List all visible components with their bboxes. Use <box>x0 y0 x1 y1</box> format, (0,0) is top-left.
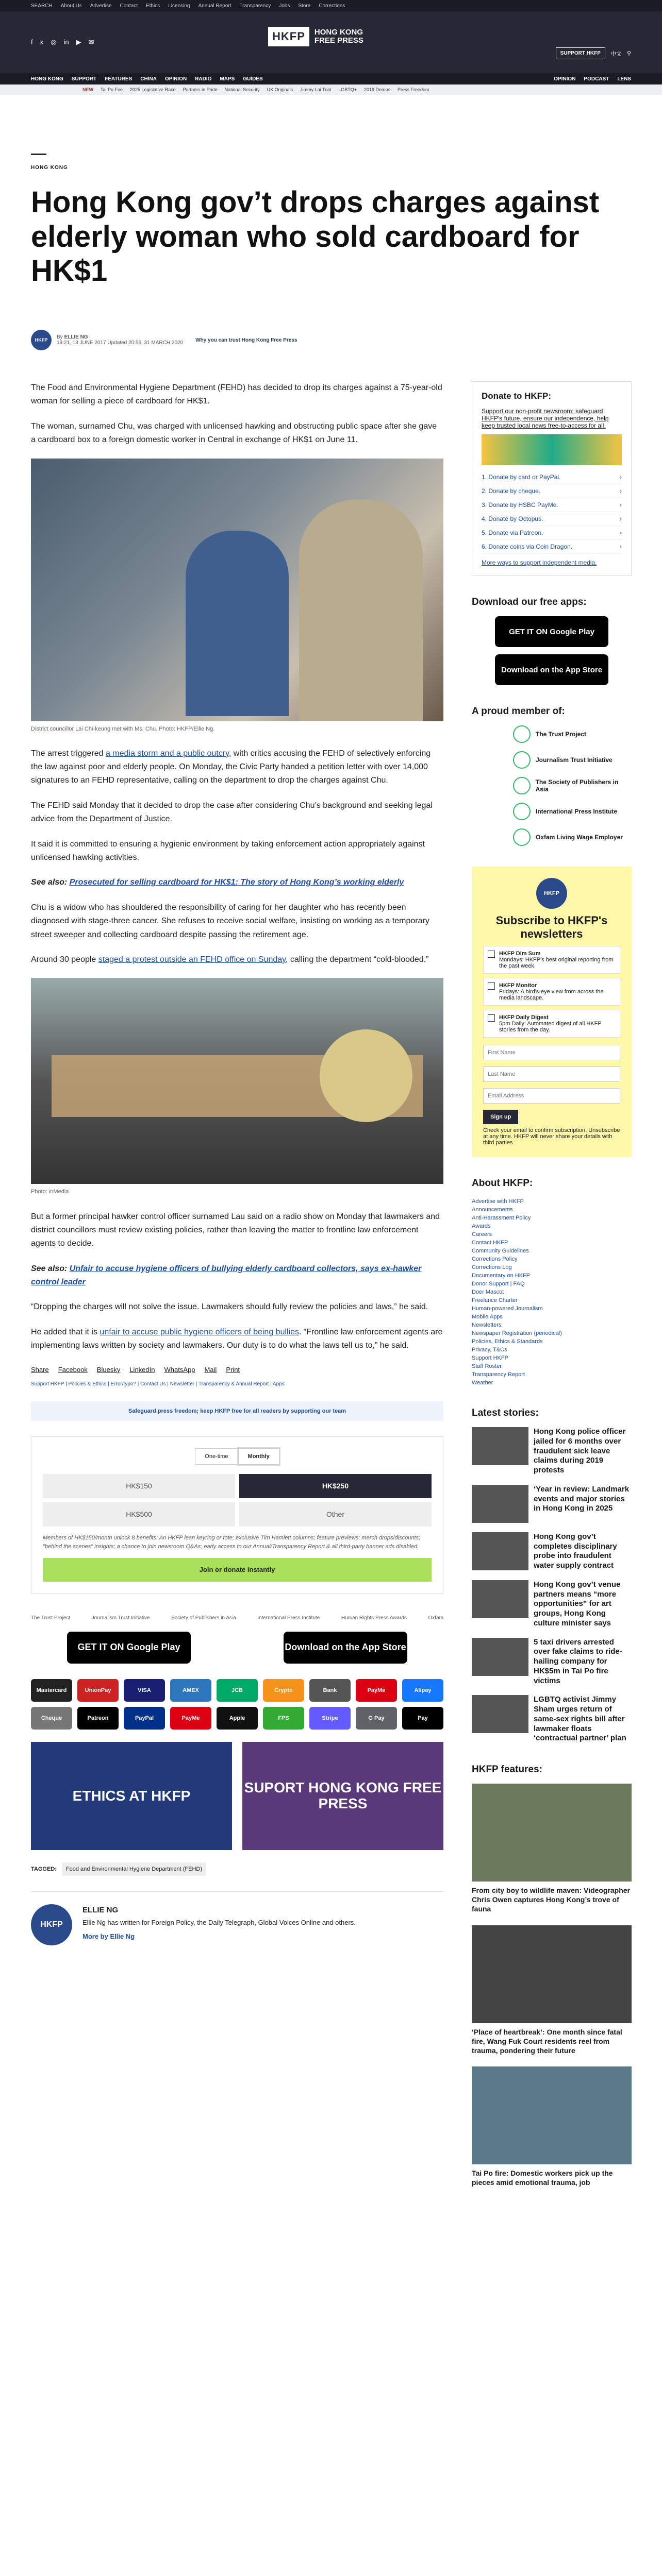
payment-logo[interactable]: PayMe <box>356 1679 397 1702</box>
paragraph: The woman, surnamed Chu, was charged with unlicensed hawking and obstructing public space after she gave a cardboard box to a foreign domestic worker in Central in exchange of HK$1 on June 11. <box>31 421 437 445</box>
donate-option[interactable]: 4. Donate by Octopus. › <box>482 512 622 526</box>
trust-link[interactable]: Why you can trust Hong Kong Free Press <box>195 337 297 343</box>
protest-photo <box>31 978 443 1184</box>
sidebar <box>472 381 632 2199</box>
checkbox[interactable] <box>488 1014 495 1022</box>
amount-option[interactable]: HK$150 <box>43 1474 235 1498</box>
about-link[interactable]: Corrections Policy <box>472 1256 518 1262</box>
payment-logo[interactable]: UnionPay <box>77 1679 119 1702</box>
donation-widget <box>31 1436 443 1594</box>
nav-hong-kong[interactable]: HONG KONG <box>31 76 63 82</box>
member-logo[interactable]: The Trust Project <box>513 725 632 743</box>
donate-option[interactable]: 2. Donate by cheque. › <box>482 484 622 498</box>
trending-item[interactable]: Jimmy Lai Trial <box>300 87 332 92</box>
latest-story[interactable]: ‘Year in review: Landmark events and major stories in Hong Kong in 2025 <box>472 1485 632 1523</box>
signup-button[interactable]: Sign up <box>483 1110 518 1124</box>
video-thumb[interactable]: ETHICS AT HKFP <box>31 1742 232 1850</box>
partner-logo[interactable]: Journalism Trust Initiative <box>91 1615 150 1621</box>
trending-item[interactable]: UK Originals <box>267 87 293 92</box>
article-body <box>31 381 443 1945</box>
logo-mark: HKFP <box>268 27 309 46</box>
paragraph: The FEHD said Monday that it decided to drop the case after considering Chu’s background and seeking legal advice from the Department of Justice. <box>31 801 433 824</box>
monthly-toggle[interactable]: Monthly <box>238 1448 279 1465</box>
share-print[interactable]: Print <box>226 1365 240 1374</box>
video-thumb[interactable]: SUPORT HONG KONG FREE PRESS <box>242 1742 443 1850</box>
author-bio: Ellie Ng has written for Foreign Policy, the Daily Telegraph, Global Voices Online and others. <box>82 1918 356 1926</box>
feature-story[interactable]: ‘Place of heartbreak’: One month since fatal fire, Wang Fuk Court residents reel from trauma, pondering their future <box>472 1925 632 2056</box>
amount-option-other[interactable]: Other <box>239 1502 432 1527</box>
about-link[interactable]: Staff Roster <box>472 1363 502 1369</box>
paragraph: It said it is committed to ensuring a hygienic environment by taking enforcement action appropriately against unlicensed hawking activities. <box>31 839 425 862</box>
checkbox[interactable] <box>488 951 495 958</box>
member-logo[interactable]: Oxfam Living Wage Employer <box>513 828 632 846</box>
about-link[interactable]: Human-powered Journalism <box>472 1306 543 1312</box>
story-thumbnail <box>472 1638 528 1676</box>
share-bar <box>31 1364 443 1375</box>
youtube-icon[interactable]: ▶ <box>76 38 81 46</box>
latest-story[interactable]: 5 taxi drivers arrested over fake claims to ride-hailing company for HK$5m in Tai Po fire victims <box>472 1638 632 1686</box>
language-switch[interactable]: 中文 <box>610 50 622 57</box>
see-also-link[interactable]: Unfair to accuse hygiene officers of bullying elderly cardboard collectors, says ex-hawker control leader <box>31 1264 422 1287</box>
payment-logo[interactable]: PayPal <box>124 1707 165 1730</box>
topbar-about[interactable]: About Us <box>60 3 82 9</box>
nav-support[interactable]: SUPPORT <box>71 76 97 82</box>
paragraph: “Dropping the charges will not solve the issue. Lawmakers should fully review the policies and laws,” he said. <box>31 1302 428 1312</box>
payment-logo[interactable]: VISA <box>124 1679 165 1702</box>
payment-logo[interactable]: Alipay <box>402 1679 443 1702</box>
support-button[interactable]: SUPPORT HKFP <box>556 47 605 59</box>
payment-logo[interactable]: Mastercard <box>31 1679 72 1702</box>
topbar-store[interactable]: Store <box>298 3 311 9</box>
story-thumbnail <box>472 1532 528 1570</box>
donate-option[interactable]: 5. Donate via Patreon. › <box>482 526 622 540</box>
latest-story[interactable]: Hong Kong gov’t completes disciplinary probe into fraudulent water supply contract <box>472 1532 632 1571</box>
nav-podcast[interactable]: PODCAST <box>584 76 609 82</box>
by-prefix: By <box>57 334 63 340</box>
donate-button[interactable]: Join or donate instantly <box>43 1558 432 1581</box>
about-link[interactable]: Announcements <box>472 1207 513 1213</box>
support-links[interactable]: Support HKFP | Policies & Ethics | Error/typo? | Contact Us | Newsletter | Transparency & Annual Report | Apps <box>31 1381 285 1387</box>
about-link[interactable]: Corrections Log <box>472 1264 512 1270</box>
trending-bar <box>0 84 662 95</box>
inline-link[interactable]: a media storm and a public outcry <box>105 749 229 758</box>
nav-guides[interactable]: GUIDES <box>243 76 263 82</box>
more-ways-link[interactable]: More ways to support independent media. <box>482 559 597 566</box>
facebook-icon[interactable]: f <box>31 38 33 46</box>
about-link[interactable]: Privacy, T&Cs <box>472 1347 507 1353</box>
paragraph: The arrest triggered a media storm and a public outcry, with critics accusing the FEHD of selectively enforcing the law against poor and elderly people. On Monday, the Civic Party handed a petition letter with over 14,000 signatures to an FEHD representative, calling on the department to drop the charges against Chu. <box>31 749 431 785</box>
about-link[interactable]: Advertise with HKFP <box>472 1198 524 1205</box>
newsletter-option[interactable]: HKFP Dim Sum Mondays: HKFP's best original reporting from the past week. <box>483 946 620 974</box>
partner-logo[interactable]: International Press Institute <box>257 1615 320 1621</box>
about-link[interactable]: Doer Mascot <box>472 1289 504 1295</box>
see-also: See also: Prosecuted for selling cardboard for HK$1: The story of Hong Kong’s working elderly <box>31 878 404 887</box>
payment-logo[interactable]: PayMe <box>170 1707 211 1730</box>
about-list <box>472 1197 632 1387</box>
site-logo[interactable] <box>268 27 363 46</box>
top-utility-bar <box>0 0 662 11</box>
photo-caption: Photo: inMedia. <box>31 1189 71 1195</box>
topbar-licensing[interactable]: Licensing <box>168 3 190 9</box>
share-whatsapp[interactable]: WhatsApp <box>164 1365 195 1374</box>
newsletter-note: Check your email to confirm subscription. Unsubscribe at any time. HKFP will never share your details with third parties. <box>483 1127 620 1146</box>
last-name-field[interactable] <box>483 1066 620 1082</box>
paragraph: Around 30 people staged a protest outside an FEHD office on Sunday, calling the department “cold-blooded.” <box>31 955 429 964</box>
hkfp-badge: HKFP <box>536 878 567 909</box>
about-link[interactable]: Weather <box>472 1380 493 1386</box>
tagged-label: TAGGED: <box>31 1866 57 1872</box>
search-icon[interactable]: ⚲ <box>626 50 631 57</box>
category-rule <box>31 154 46 155</box>
topbar-advertise[interactable]: Advertise <box>90 3 112 9</box>
partner-logo[interactable]: Oxfam <box>428 1615 443 1621</box>
story-thumbnail <box>472 1695 528 1733</box>
payment-logo[interactable]: JCB <box>217 1679 258 1702</box>
newsletter-option[interactable]: HKFP Daily Digest 5pm Daily: Automated digest of all HKFP stories from the day. <box>483 1010 620 1038</box>
story-thumbnail <box>472 1580 528 1618</box>
logo-text-line2: FREE PRESS <box>314 36 363 45</box>
trending-item[interactable]: Press Freedom <box>397 87 429 92</box>
trending-label: NEW <box>82 87 93 92</box>
payment-logo[interactable]: G Pay <box>356 1707 397 1730</box>
trending-item[interactable]: Tai Po Fire <box>101 87 123 92</box>
paragraph: Chu is a widow who has shouldered the responsibility of caring for her daughter who has recently been diagnosed with stage-three cancer. She refuses to receive social welfare, insisting on working as a temporary street sweeper and collecting cardboard despite passing the retirement age. <box>31 903 429 939</box>
payment-methods <box>31 1679 443 1730</box>
topbar-contact[interactable]: Contact <box>120 3 138 9</box>
google-play-button[interactable]: GET IT ON Google Play <box>495 616 608 647</box>
donate-option[interactable]: 6. Donate coins via Coin Dragon. › <box>482 540 622 554</box>
apps-heading: Download our free apps: <box>472 597 587 607</box>
nav-opinion-2[interactable]: OPINION <box>554 76 576 82</box>
topbar-annual-report[interactable]: Annual Report <box>198 3 231 9</box>
latest-story[interactable]: Hong Kong gov’t venue partners means “more opportunities” for art groups, Hong Kong culture minister says <box>472 1580 632 1629</box>
topbar-search[interactable]: SEARCH <box>31 3 53 9</box>
byline <box>31 330 297 350</box>
paragraph: He added that it is unfair to accuse public hygiene officers of being bullies. “Frontline law enforcement agents are implementing laws written by society and lawmakers. Our duty is to do what the laws tell us to,” he said. <box>31 1327 443 1350</box>
topbar-corrections[interactable]: Corrections <box>319 3 345 9</box>
author-avatar[interactable]: HKFP <box>31 330 52 350</box>
partner-logo[interactable]: The Trust Project <box>31 1615 71 1621</box>
payment-methods-strip <box>482 434 622 465</box>
topbar-ethics[interactable]: Ethics <box>145 3 160 9</box>
payment-logo[interactable]: AMEX <box>170 1679 211 1702</box>
donation-note: Members of HK$150/month unlock 8 benefits: An HKFP lean keyring or tote; exclusive Tim Hamlett columns; feature previews; merch drops/discounts; "behind the scenes" insights; a chance to join newsroom Q&As; early access to our Annual/Transparency Report & all third-party banner ads disabled. <box>43 1535 421 1550</box>
inline-link[interactable]: unfair to accuse public hygiene officers of being bullies <box>100 1327 300 1336</box>
donate-box-text[interactable]: Support our non-profit newsroom: safeguard HKFP's future, ensure our independence, help keep trusted local news free-to-access for all. <box>482 408 609 429</box>
member-logo[interactable]: Journalism Trust Initiative <box>513 751 632 769</box>
article-photo <box>31 459 443 721</box>
latest-story[interactable]: LGBTQ activist Jimmy Sham urges return of same-sex rights bill after lawmaker floats ‘contractual partner’ plan <box>472 1695 632 1743</box>
video-row <box>31 1742 443 1850</box>
author-avatar[interactable]: HKFP <box>31 1904 72 1945</box>
paragraph: The Food and Environmental Hygiene Department (FEHD) has decided to drop its charges against a 75-year-old woman for selling a piece of cardboard for HK$1. <box>31 383 442 406</box>
tag-list <box>31 1862 443 1876</box>
checkbox[interactable] <box>488 982 495 990</box>
social-links <box>31 38 94 46</box>
about-link[interactable]: Newsletters <box>472 1322 502 1328</box>
partner-logo[interactable]: Society of Publishers in Asia <box>171 1615 236 1621</box>
about-link[interactable]: Policies, Ethics & Standards <box>472 1338 543 1345</box>
about-link[interactable]: Community Guidelines <box>472 1248 529 1254</box>
nav-china[interactable]: CHINA <box>140 76 157 82</box>
amount-option-selected[interactable]: HK$250 <box>239 1474 432 1498</box>
feature-thumbnail <box>472 1784 632 1882</box>
story-thumbnail <box>472 1485 528 1523</box>
trending-item[interactable]: 2019 Demos <box>363 87 390 92</box>
google-play-button[interactable]: GET IT ON Google Play <box>67 1632 191 1664</box>
payment-logo[interactable]: Bank <box>309 1679 351 1702</box>
donate-box-title: Donate to HKFP: <box>482 391 552 401</box>
main-nav <box>0 73 662 84</box>
share-linkedin[interactable]: LinkedIn <box>129 1365 155 1374</box>
payment-logo[interactable]: Cheque <box>31 1707 72 1730</box>
photo-caption: District councillor Lai Chi-keung met with Ms. Chu. Photo: HKFP/Ellie Ng. <box>31 725 215 732</box>
share-mail[interactable]: Mail <box>204 1365 217 1374</box>
article-title: Hong Kong gov’t drops charges against elderly woman who sold cardboard for HK$1 <box>31 185 600 288</box>
app-store-button[interactable]: Download on the App Store <box>495 654 608 685</box>
latest-story[interactable]: Hong Kong police officer jailed for 6 months over fraudulent sick leave claims during 2019 protests <box>472 1427 632 1476</box>
payment-logo[interactable]: FPS <box>263 1707 304 1730</box>
share-bluesky[interactable]: Bluesky <box>96 1365 121 1374</box>
about-link[interactable]: Newspaper Registration (periodical) <box>472 1330 562 1336</box>
payment-logo[interactable]: Crypto <box>263 1679 304 1702</box>
share-label: Share <box>31 1365 49 1374</box>
about-link[interactable]: Transparency Report <box>472 1371 525 1378</box>
linkedin-icon[interactable]: in <box>63 38 69 46</box>
one-time-toggle[interactable]: One-time <box>195 1448 238 1465</box>
newsletter-box <box>472 867 632 1157</box>
site-header <box>0 11 662 73</box>
story-thumbnail <box>472 1427 528 1465</box>
donate-option[interactable]: 3. Donate by HSBC PayMe. › <box>482 498 622 512</box>
nav-features[interactable]: FEATURES <box>105 76 133 82</box>
first-name-field[interactable] <box>483 1045 620 1060</box>
about-link[interactable]: Careers <box>472 1231 492 1238</box>
member-logo[interactable]: International Press Institute <box>513 803 632 820</box>
see-also-link[interactable]: Prosecuted for selling cardboard for HK$1: The story of Hong Kong’s working elderly <box>69 878 404 887</box>
payment-logo[interactable]: Apple <box>217 1707 258 1730</box>
newsletter-option[interactable]: HKFP Monitor Fridays: A bird's-eye view from across the media landscape. <box>483 978 620 1006</box>
paragraph: But a former principal hawker control officer surnamed Lau said on a radio show on Monday that lawmakers and district councillors must review existing policies, rather than leaving the matter to frontline law enforcement agents to decide. <box>31 1212 440 1248</box>
author-box-name[interactable]: ELLIE NG <box>82 1906 119 1915</box>
logo-text-line1: HONG KONG <box>314 27 363 37</box>
nav-opinion[interactable]: OPINION <box>164 76 187 82</box>
nav-lens[interactable]: LENS <box>617 76 631 82</box>
features-heading: HKFP features: <box>472 1764 542 1775</box>
amount-option[interactable]: HK$500 <box>43 1502 235 1527</box>
about-link[interactable]: Support HKFP <box>472 1355 508 1361</box>
nav-radio[interactable]: RADIO <box>195 76 212 82</box>
article-dates: 19:21, 13 JUNE 2017 Updated 20:56, 31 MARCH 2020 <box>57 340 184 346</box>
donate-option[interactable]: 1. Donate by card or PayPal. › <box>482 470 622 484</box>
payment-logo[interactable]: Stripe <box>309 1707 351 1730</box>
article-category[interactable]: HONG KONG <box>31 165 68 171</box>
about-link[interactable]: Freelance Charter <box>472 1297 518 1303</box>
member-logo[interactable]: The Society of Publishers in Asia <box>513 777 632 794</box>
trending-item[interactable]: National Security <box>224 87 260 92</box>
partner-logo[interactable]: Human Rights Press Awards <box>341 1615 407 1621</box>
payment-logo[interactable]: Patreon <box>77 1707 119 1730</box>
about-link[interactable]: Documentary on HKFP <box>472 1273 531 1279</box>
x-icon[interactable]: x <box>40 38 44 46</box>
topbar-transparency[interactable]: Transparency <box>239 3 271 9</box>
topbar-jobs[interactable]: Jobs <box>279 3 290 9</box>
email-field[interactable] <box>483 1088 620 1104</box>
about-link[interactable]: Awards <box>472 1223 491 1229</box>
app-store-button[interactable]: Download on the App Store <box>284 1632 407 1664</box>
tag-chip[interactable]: Food and Environmental Hygiene Department (FEHD) <box>62 1862 206 1876</box>
newsletter-title: Subscribe to HKFP's newsletters <box>495 914 608 940</box>
mail-icon[interactable]: ✉ <box>88 38 94 46</box>
partner-logos <box>31 1614 443 1623</box>
author-name[interactable]: ELLIE NG <box>64 334 88 340</box>
feature-story[interactable]: From city boy to wildlife maven: Videographer Chris Owen captures Hong Kong’s trove of fauna <box>472 1784 632 1914</box>
instagram-icon[interactable]: ◎ <box>51 38 57 46</box>
about-link[interactable]: Anti-Harassment Policy <box>472 1215 531 1221</box>
nav-maps[interactable]: MAPS <box>220 76 235 82</box>
inline-link[interactable]: staged a protest outside an FEHD office on Sunday <box>98 955 286 964</box>
payment-logo[interactable]: Pay <box>402 1707 443 1730</box>
about-link[interactable]: Donor Support | FAQ <box>472 1281 525 1287</box>
see-also: See also: Unfair to accuse hygiene officers of bullying elderly cardboard collectors, says ex-hawker control leader <box>31 1264 422 1287</box>
author-box <box>31 1891 443 1945</box>
latest-heading: Latest stories: <box>472 1408 539 1418</box>
feature-thumbnail <box>472 2066 632 2164</box>
member-heading: A proud member of: <box>472 706 565 717</box>
share-facebook[interactable]: Facebook <box>58 1365 88 1374</box>
about-link[interactable]: Mobile Apps <box>472 1314 503 1320</box>
trending-item[interactable]: Partners in Pride <box>183 87 218 92</box>
feature-thumbnail <box>472 1925 632 2023</box>
more-by-author-link[interactable]: More by Ellie Ng <box>82 1933 135 1941</box>
donate-box <box>472 381 632 576</box>
trending-item[interactable]: LGBTQ+ <box>338 87 357 92</box>
about-heading: About HKFP: <box>472 1178 533 1189</box>
about-link[interactable]: Contact HKFP <box>472 1240 508 1246</box>
press-freedom-promo[interactable]: Safeguard press freedom; keep HKFP free for all readers by supporting our team <box>31 1401 443 1421</box>
feature-story[interactable]: Tai Po fire: Domestic workers pick up the pieces amid emotional trauma, job <box>472 2066 632 2187</box>
trending-item[interactable]: 2025 Legislative Race <box>130 87 176 92</box>
